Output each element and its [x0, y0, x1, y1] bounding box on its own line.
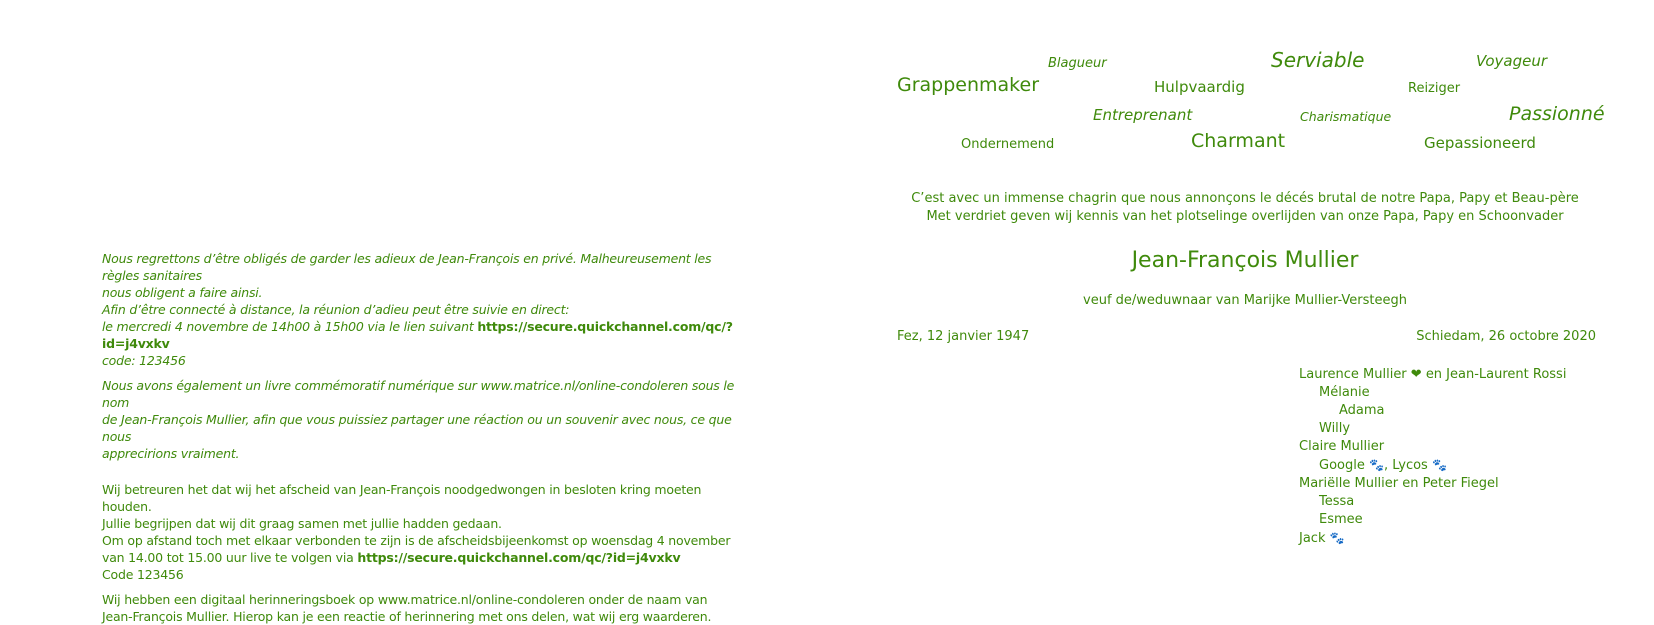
family-row: Mélanie: [1319, 385, 1370, 400]
family-row: Esmee: [1319, 512, 1363, 527]
nl-line: [102, 549, 742, 566]
fr-line: Afin d’être connecté à distance, la réunion d’adieu peut être suivie en direct:: [102, 302, 570, 317]
word-blagueur: Blagueur: [1048, 56, 1107, 71]
word-charmant: Charmant: [1191, 130, 1286, 152]
paw-icon: 🐾: [1368, 458, 1384, 472]
fr-line: de Jean-François Mullier, afin que vous puissiez partager une réaction ou un souvenir avec nous, ce que nous: [102, 412, 732, 444]
livestream-link-fr[interactable]: https://secure.quickchannel.com/qc/?id=j4vxkv: [102, 319, 733, 351]
paw-icon: 🐾: [1431, 458, 1447, 472]
deceased-name: Jean-François Mullier: [1131, 248, 1359, 273]
livestream-link-nl[interactable]: https://secure.quickchannel.com/qc/?id=j4vxkv: [357, 550, 681, 565]
word-charismatique: Charismatique: [1300, 109, 1392, 124]
nl-line: Wij hebben een digitaal herinneringsboek op www.matrice.nl/online-condoleren onder de naam van: [102, 592, 708, 607]
left-text-column: [102, 250, 742, 625]
nl-line: Jullie begrijpen dat wij dit graag samen met jullie hadden gedaan.: [102, 516, 502, 531]
word-entreprenant: Entreprenant: [1093, 106, 1193, 124]
word-grappenmaker: Grappenmaker: [897, 74, 1040, 96]
fr-line: nous obligent a faire ainsi.: [102, 285, 263, 300]
fr-line: Nous regrettons d’être obligés de garder les adieux de Jean-François en privé. Malheureusement les règles sanitaires: [102, 251, 712, 283]
fr-line-text: le mercredi 4 novembre de 14h00 à 15h00 via le lien suivant: [102, 319, 478, 334]
fr-line: apprecirions vraiment.: [102, 446, 240, 461]
word-reiziger: Reiziger: [1408, 81, 1461, 96]
word-gepassioneerd: Gepassioneerd: [1424, 134, 1536, 152]
nl-line: Om op afstand toch met elkaar verbonden te zijn is de afscheidsbijeenkomst op woensdag 4 november: [102, 533, 731, 548]
family-row: Laurence Mullier ❤ en Jean-Laurent Rossi: [1299, 367, 1567, 382]
announcement-nl: Met verdriet geven wij kennis van het plotselinge overlijden van onze Papa, Papy en Schoonvader: [926, 209, 1564, 224]
nl-line: Wij betreuren het dat wij het afscheid van Jean-François noodgedwongen in besloten kring moeten houden.: [102, 482, 702, 514]
word-serviable: Serviable: [1271, 48, 1365, 72]
birth-place-date: Fez, 12 janvier 1947: [897, 329, 1030, 344]
fr-line: [102, 318, 742, 352]
nl-line-text: van 14.00 tot 15.00 uur live te volgen via: [102, 550, 358, 565]
family-row: Mariëlle Mullier en Peter Fiegel: [1299, 476, 1499, 491]
pet-name: Google: [1319, 458, 1365, 473]
fr-line: Nous avons également un livre commémoratif numérique sur www.matrice.nl/online-condoleren sous le nom: [102, 378, 735, 410]
word-ondernemend: Ondernemend: [961, 137, 1055, 152]
nl-line: Code 123456: [102, 567, 184, 582]
word-voyageur: Voyageur: [1476, 52, 1548, 70]
word-hulpvaardig: Hulpvaardig: [1154, 78, 1245, 96]
family-list: [1299, 366, 1566, 548]
family-row: Willy: [1319, 421, 1351, 436]
death-place-date: Schiedam, 26 octobre 2020: [1416, 329, 1596, 344]
pet-name: , Lycos: [1383, 458, 1428, 473]
family-row: Adama: [1339, 403, 1385, 418]
fr-line: code: 123456: [102, 353, 186, 368]
paw-icon: 🐾: [1329, 531, 1345, 545]
nl-line: Jean-François Mullier. Hierop kan je een reactie of herinnering met ons delen, wat wij erg waarderen.: [102, 609, 712, 624]
family-row: [1299, 456, 1566, 475]
word-passionne: Passionné: [1509, 103, 1605, 125]
pet-name: Jack: [1299, 531, 1326, 546]
spouse-line: veuf de/weduwnaar van Marijke Mullier-Versteegh: [1083, 293, 1407, 308]
family-row: Tessa: [1319, 494, 1355, 509]
family-row: [1299, 529, 1566, 548]
announcement-fr: C’est avec un immense chagrin que nous annonçons le décés brutal de notre Papa, Papy et Beau-père: [911, 191, 1579, 206]
family-row: Claire Mullier: [1299, 439, 1385, 454]
